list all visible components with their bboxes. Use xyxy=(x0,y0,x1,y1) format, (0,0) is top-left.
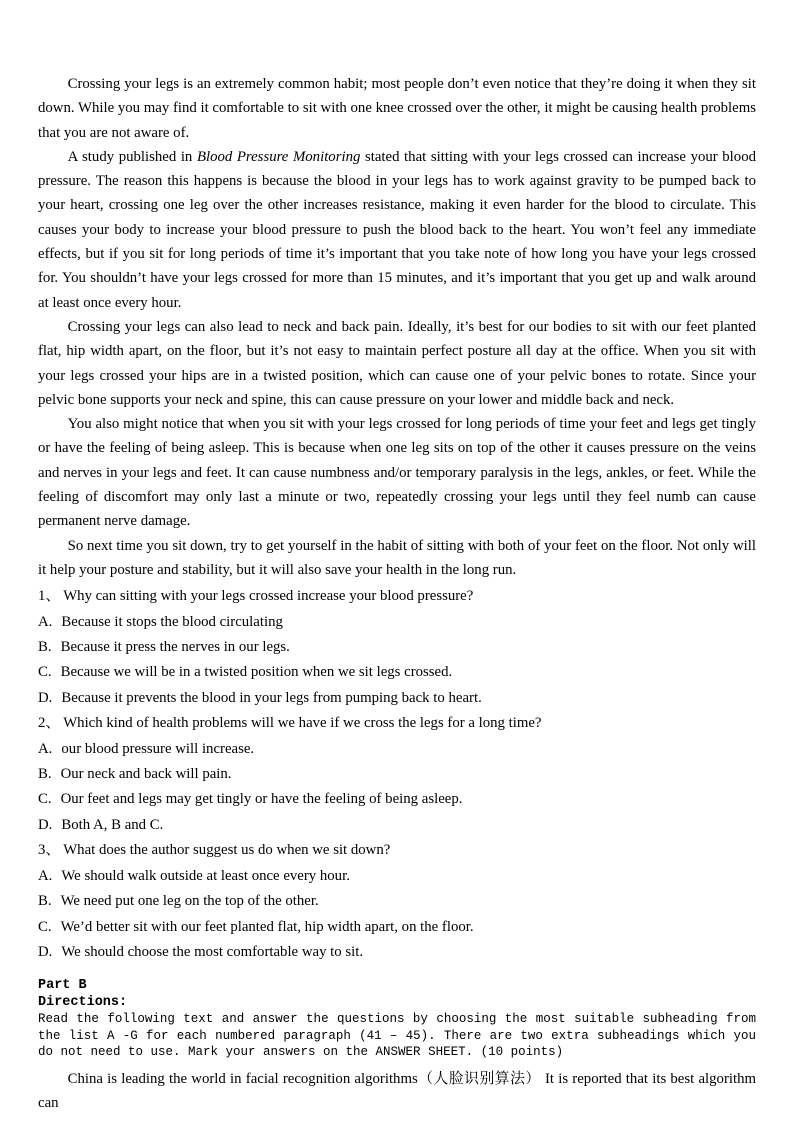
option-text: We should walk outside at least once every hour. xyxy=(61,867,350,884)
paragraph-2-rest: stated that sitting with your legs crossed can increase your blood pressure. The reason this happens is because the blood in your legs has to work against gravity to be pumped back to your heart, crossing one leg over the other increases resistance, making it even harder for the blood to circulate. This causes your body to increase your blood pressure to push the blood back to the heart. You won’t feel any immediate effects, but if you sit for long periods of time it’s important that you take note of how long you have your legs crossed for. You shouldn’t have your legs crossed for more than 15 minutes, and it’s important that you get up and walk around at least once every hour. xyxy=(38,148,756,311)
question-1-option-d xyxy=(38,686,756,711)
option-text: our blood pressure will increase. xyxy=(61,740,255,757)
question-1-number: 1、 xyxy=(38,588,61,605)
paragraph-4: You also might notice that when you sit with your legs crossed for long periods of time your feet and legs get tingly or have the feeling of being asleep. This is because when one leg sits on top of the other it causes pressure on the veins and nerves in your legs and feet. It can cause numbness and/or temporary paralysis in the legs, ankles, or feet. While the feeling of discomfort may only last a minute or two, repeatedly crossing your legs until they feel numb can cause permanent nerve damage. xyxy=(38,416,756,530)
option-text: Our feet and legs may get tingly or have the feeling of being asleep. xyxy=(60,791,463,808)
option-label: C. xyxy=(38,791,52,808)
question-3 xyxy=(38,838,756,863)
option-label: B. xyxy=(38,639,52,656)
option-label: B. xyxy=(38,893,52,910)
part-b-section xyxy=(38,977,756,1061)
option-text: We need put one leg on the top of the other. xyxy=(60,893,319,910)
option-text: Both A, B and C. xyxy=(61,816,164,833)
part-b-title: Part B xyxy=(38,978,87,994)
question-1-text: Why can sitting with your legs crossed increase your blood pressure? xyxy=(63,588,474,605)
option-text: We’d better sit with our feet planted flat, hip width apart, on the floor. xyxy=(60,918,474,935)
option-label: C. xyxy=(38,664,52,681)
question-1-option-a xyxy=(38,610,756,635)
option-text: Because it prevents the blood in your legs from pumping back to heart. xyxy=(61,689,482,706)
question-2-option-c xyxy=(38,787,756,812)
paragraph-5: So next time you sit down, try to get yourself in the habit of sitting with both of your feet on the floor. Not only will it help your posture and stability, but it will also save your health in the long run. xyxy=(38,537,756,578)
paragraph-3: Crossing your legs can also lead to neck and back pain. Ideally, it’s best for our bodies to sit with our feet planted flat, hip width apart, on the floor, but it’s not easy to maintain perfect posture all day at the office. When you sit with your legs crossed your hips are in a twisted position, which can cause one of your pelvic bones to rotate. Since your pelvic bone supports your neck and spine, this can cause pressure on your lower and middle back and neck. xyxy=(38,318,756,408)
part-b-passage-start: China is leading the world in facial recognition algorithms（人脸识别算法） It is reported that its best algorithm can xyxy=(38,1070,756,1112)
question-3-option-b xyxy=(38,889,756,914)
paragraph-1: Crossing your legs is an extremely common habit; most people don’t even notice that they’re doing it when they sit down. While you may find it comfortable to sit with one knee crossed over the other, it might be causing health problems that you are not aware of. xyxy=(38,76,756,141)
journal-title: Blood Pressure Monitoring xyxy=(196,148,361,165)
option-label: D. xyxy=(38,943,53,960)
option-label: B. xyxy=(38,766,52,783)
directions-text: Read the following text and answer the questions by choosing the most suitable subheading from the list A -G for each numbered paragraph (41 – 45). There are two extra subheadings which you do not need to use. Mark your answers on the ANSWER SHEET. (10 points) xyxy=(38,1012,756,1060)
question-2-option-d xyxy=(38,813,756,838)
option-label: D. xyxy=(38,689,53,706)
question-3-option-d xyxy=(38,940,756,965)
option-text: Because it press the nerves in our legs. xyxy=(60,639,290,656)
question-2-number: 2、 xyxy=(38,715,61,732)
option-label: C. xyxy=(38,918,52,935)
question-1-option-c xyxy=(38,660,756,685)
question-3-number: 3、 xyxy=(38,842,61,859)
reading-passage xyxy=(38,72,756,582)
question-3-option-c xyxy=(38,915,756,940)
question-2-option-b xyxy=(38,762,756,787)
option-label: A. xyxy=(38,867,53,884)
paragraph-2-lead: A study published in xyxy=(67,148,197,165)
question-1-option-b xyxy=(38,635,756,660)
question-3-option-a xyxy=(38,864,756,889)
option-text: Because it stops the blood circulating xyxy=(61,613,283,630)
option-label: A. xyxy=(38,740,53,757)
option-text: Because we will be in a twisted position when we sit legs crossed. xyxy=(60,664,453,681)
option-text: Our neck and back will pain. xyxy=(60,766,232,783)
option-label: A. xyxy=(38,613,53,630)
question-2-option-a xyxy=(38,737,756,762)
question-3-text: What does the author suggest us do when we sit down? xyxy=(63,842,391,859)
question-2-text: Which kind of health problems will we have if we cross the legs for a long time? xyxy=(63,715,542,732)
paragraph-2 xyxy=(38,145,756,315)
option-label: D. xyxy=(38,816,53,833)
option-text: We should choose the most comfortable way to sit. xyxy=(61,943,364,960)
question-1 xyxy=(38,584,756,609)
question-2 xyxy=(38,711,756,736)
directions-label: Directions: xyxy=(38,995,128,1011)
questions-section xyxy=(38,584,756,965)
